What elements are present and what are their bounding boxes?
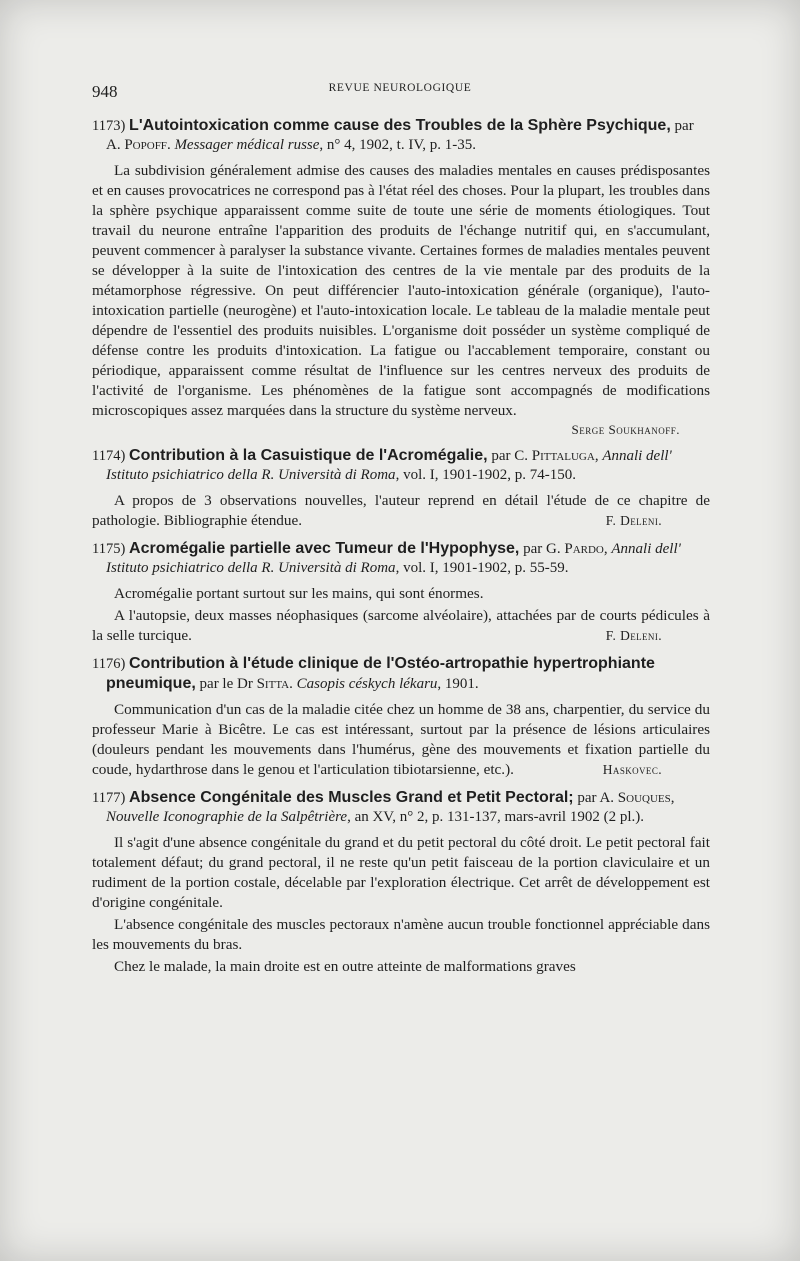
entry-signature: F. Deleni.	[605, 628, 662, 643]
entry-title: Contribution à l'étude clinique de l'Ostéo-artropathie hypertrophiante pneumique,	[106, 655, 655, 692]
entry-paragraph: La subdivision généralement admise des causes des maladies mentales en causes prédisposantes et en causes provocatrices ne correspond pas à l'état réel des choses. Pour la plupart, les troubles dans la sphère psychique apparaissent comme suite de toute une série de moments étiologiques. Tout travail du neurone entraîne l'apparition des produits de l'échange nutritif qui, en s'accumulant, peuvent commencer à paralyser la substance vivante. Certaines formes de maladies mentales peuvent se développer à la suite de l'intoxication des centres de la vie mentale par des produits de la métamorphose régressive. On peut différencier l'auto-intoxication générale (organique), l'auto-intoxication partielle (neurogène) et l'auto-intoxication locale. Le tableau de la maladie mentale peut dépendre de l'essentiel des produits nuisibles. L'organisme doit posséder un système compliqué de défense contre les produits d'intoxication. La fatigue ou l'accablement temporaire, constant ou périodique, apparaissent comme résultat de l'influence sur les centres nerveux des produits de l'activité de l'organisme. Les phénomènes de la fatigue sont accompagnés de modifications microscopiques assez marquées dans la structure du système nerveux.	[92, 162, 710, 419]
entry-paragraph: Acromégalie portant surtout sur les mains, qui sont énormes.	[114, 585, 484, 602]
entry-title: Absence Congénitale des Muscles Grand et Petit Pectoral;	[129, 789, 574, 806]
ref-details: , an XV, n° 2, p. 131-137, mars-avril 1902 (2 pl.).	[347, 809, 644, 825]
entry-title: L'Autointoxication comme cause des Troubles de la Sphère Psychique,	[129, 117, 671, 134]
abstract-entry-1175	[92, 539, 710, 646]
ref-journal: Messager médical russe	[174, 137, 320, 153]
ref-prefix: par A.	[573, 790, 618, 806]
entry-heading	[92, 116, 710, 155]
ref-author: Pittaluga	[531, 448, 595, 464]
ref-author: Pardo	[564, 541, 604, 557]
ref-prefix: par C.	[487, 448, 532, 464]
entry-signature: F. Deleni.	[605, 513, 662, 528]
ref-separator: .	[166, 137, 175, 153]
entry-signature: Haskovec.	[602, 762, 662, 777]
entry-paragraph: Chez le malade, la main droite est en outre atteinte de malformations graves	[114, 958, 576, 975]
entry-heading	[92, 539, 710, 578]
ref-details: , vol. I, 1901-1902, p. 55-59.	[395, 560, 569, 576]
abstract-entry-1174	[92, 446, 710, 531]
ref-prefix: par le Dr	[195, 676, 257, 692]
paragraph-text: Communication d'un cas de la maladie citée chez un homme de 38 ans, charpentier, du service du professeur Marie à Bicêtre. Le cas est intéressant, surtout par la présence de lésions articulaires (douleurs pendant les mouvements dans l'humérus, gène des mouvements et fixation partielle du coude, hydarthrose dans le genou et l'articulation tibiotarsienne, etc.).	[92, 701, 710, 778]
entry-title: Acromégalie partielle avec Tumeur de l'Hypophyse,	[129, 540, 520, 557]
ref-prefix: par A.	[106, 118, 694, 153]
ref-author: Souques	[617, 790, 671, 806]
ref-separator: .	[289, 676, 297, 692]
entry-heading	[92, 788, 710, 827]
entry-signature: Serge Soukhanoff.	[571, 422, 680, 437]
entry-paragraph	[92, 606, 710, 646]
entry-paragraph	[92, 700, 710, 780]
abstract-entry-1177	[92, 788, 710, 977]
ref-journal: Annali dell' Istituto psichiatrico della R. Università di Roma	[106, 448, 672, 483]
entry-title: Contribution à la Casuistique de l'Acromégalie,	[129, 447, 488, 464]
entry-number: 1175)	[92, 541, 126, 557]
entry-heading	[92, 446, 710, 485]
ref-journal: Annali dell' Istituto psichiatrico della R. Università di Roma	[106, 541, 681, 576]
entry-number: 1173)	[92, 118, 126, 134]
ref-author: Popoff	[124, 137, 167, 153]
entry-paragraph	[92, 491, 710, 531]
ref-separator: ,	[603, 541, 612, 557]
page-number: 948	[92, 82, 118, 101]
ref-journal: Casopis céskych lékaru	[296, 676, 438, 692]
abstract-entry-1173	[92, 116, 710, 438]
ref-details: , n° 4, 1902, t. IV, p. 1-35.	[319, 137, 476, 153]
entry-number: 1177)	[92, 790, 126, 806]
paragraph-text: A l'autopsie, deux masses néophasiques (sarcome alvéolaire), attachées par de courts pédicules à la selle turcique.	[92, 607, 710, 644]
entry-number: 1176)	[92, 656, 126, 672]
entry-paragraph: Il s'agit d'une absence congénitale du grand et du petit pectoral du côté droit. Le petit pectoral fait totalement défaut; du grand pectoral, il ne reste qu'un petit faisceau de la portion claviculaire et un rudiment de la portion costale, décelable par l'exploration électrique. Cet arrêt de développement est d'origine congénitale.	[92, 834, 710, 911]
ref-details: , vol. I, 1901-1902, p. 74-150.	[395, 467, 576, 483]
journal-title: REVUE NEUROLOGIQUE	[328, 82, 472, 94]
paragraph-text: A propos de 3 observations nouvelles, l'auteur reprend en détail l'étude de ce chapitre de pathologie. Bibliographie étendue.	[92, 492, 710, 529]
ref-separator: ,	[594, 448, 603, 464]
ref-journal: Nouvelle Iconographie de la Salpêtrière	[106, 809, 348, 825]
ref-prefix: par G.	[519, 541, 565, 557]
entry-heading	[92, 654, 710, 694]
entry-number: 1174)	[92, 448, 126, 464]
ref-author: Sitta	[256, 676, 290, 692]
running-head	[92, 82, 710, 102]
entry-paragraph: L'absence congénitale des muscles pectoraux n'amène aucun trouble fonctionnel appréciable dans les mouvements du bras.	[92, 916, 710, 953]
ref-separator: ,	[670, 790, 675, 806]
ref-details: , 1901.	[437, 676, 479, 692]
abstract-entry-1176	[92, 654, 710, 780]
